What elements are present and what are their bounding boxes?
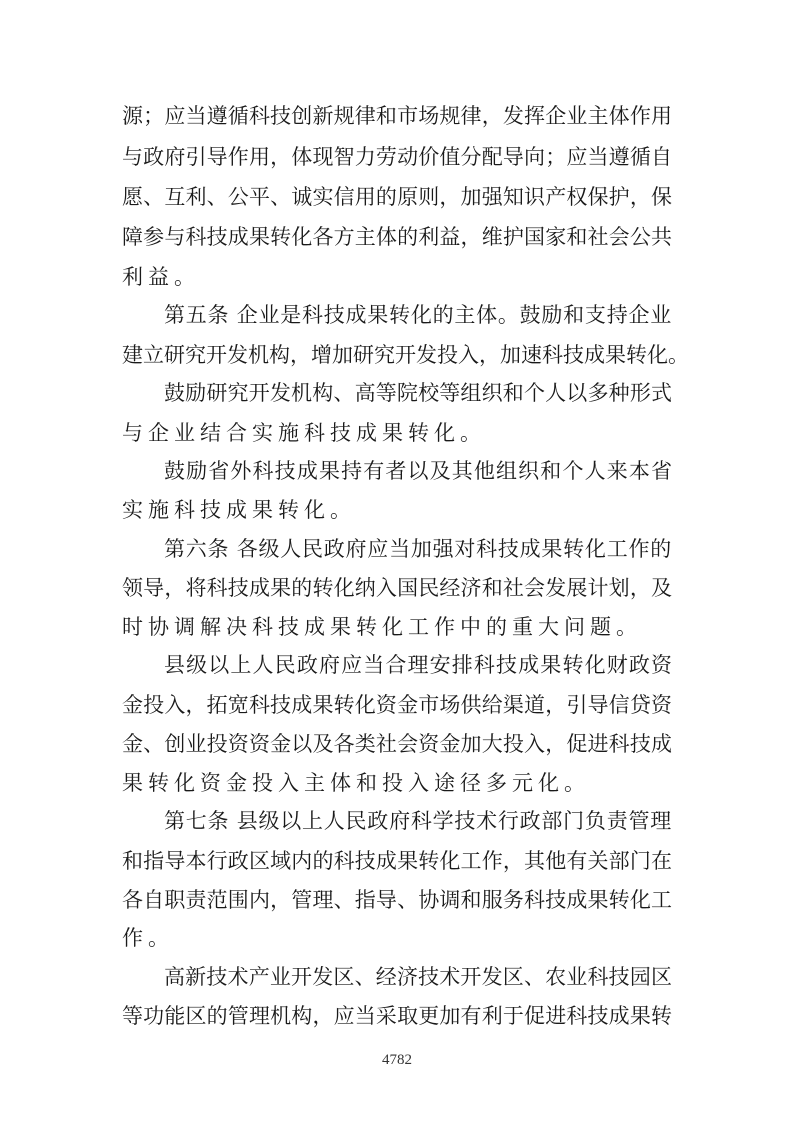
line-text: 源；应当遵循科技创新规律和市场规律，发挥企业主体作用	[122, 104, 673, 128]
text-line	[0, 802, 794, 840]
text-line	[0, 218, 794, 256]
line-text: 障参与科技成果转化各方主体的利益，维护国家和社会公共	[122, 225, 673, 249]
text-line	[0, 452, 794, 490]
line-text: 鼓励省外科技成果持有者以及其他组织和个人来本省	[164, 459, 674, 483]
line-text: 利益。	[122, 265, 200, 289]
article-heading-line: 第七条 县级以上人民政府科学技术行政部门负责管理	[164, 809, 672, 833]
text-line	[0, 138, 794, 176]
text-line	[0, 881, 794, 919]
text-line	[0, 336, 794, 374]
text-line	[0, 491, 794, 529]
line-text: 时协调解决科技成果转化工作中的重大问题。	[122, 615, 642, 639]
text-line	[0, 997, 794, 1035]
text-line	[0, 842, 794, 880]
line-text: 等功能区的管理机构，应当采取更加有利于促进科技成果转	[122, 1004, 673, 1028]
text-line	[0, 686, 794, 724]
text-line	[0, 725, 794, 763]
text-line	[0, 646, 794, 684]
line-text: 作。	[122, 926, 174, 950]
text-line	[0, 414, 794, 452]
line-text: 建立研究开发机构，增加研究开发投入，加速科技成果转化。	[122, 343, 689, 367]
text-line	[0, 296, 794, 334]
article-heading-line: 第六条 各级人民政府应当加强对科技成果转化工作的	[164, 537, 672, 561]
line-text: 鼓励研究开发机构、高等院校等组织和个人以多种形式	[164, 381, 673, 405]
line-text: 愿、互利、公平、诚实信用的原则，加强知识产权保护，保	[122, 185, 673, 209]
line-text: 与政府引导作用，体现智力劳动价值分配导向；应当遵循自	[122, 145, 673, 169]
line-text: 金投入，拓宽科技成果转化资金市场供给渠道，引导信贷资	[122, 693, 673, 717]
text-line	[0, 97, 794, 135]
article-heading-line: 第五条 企业是科技成果转化的主体。鼓励和支持企业	[164, 303, 672, 327]
text-line	[0, 530, 794, 568]
text-line	[0, 178, 794, 216]
text-line	[0, 608, 794, 646]
text-line	[0, 569, 794, 607]
line-text: 金、创业投资资金以及各类社会资金加大投入，促进科技成	[122, 732, 673, 756]
text-line	[0, 919, 794, 957]
text-line	[0, 374, 794, 412]
line-text: 和指导本行政区域内的科技成果转化工作，其他有关部门在	[122, 849, 673, 873]
line-text: 与企业结合实施科技成果转化。	[122, 421, 486, 445]
text-line	[0, 958, 794, 996]
page-number: 4782	[382, 1052, 412, 1068]
line-text: 高新技术产业开发区、经济技术开发区、农业科技园区	[164, 965, 673, 989]
line-text: 实施科技成果转化。	[122, 498, 356, 522]
line-text: 县级以上人民政府应当合理安排科技成果转化财政资	[164, 653, 674, 677]
text-line	[0, 258, 794, 296]
line-text: 各自职责范围内，管理、指导、协调和服务科技成果转化工	[122, 888, 673, 912]
line-text: 领导，将科技成果的转化纳入国民经济和社会发展计划，及	[122, 576, 673, 600]
text-line	[0, 764, 794, 802]
line-text: 果转化资金投入主体和投入途径多元化。	[122, 771, 590, 795]
